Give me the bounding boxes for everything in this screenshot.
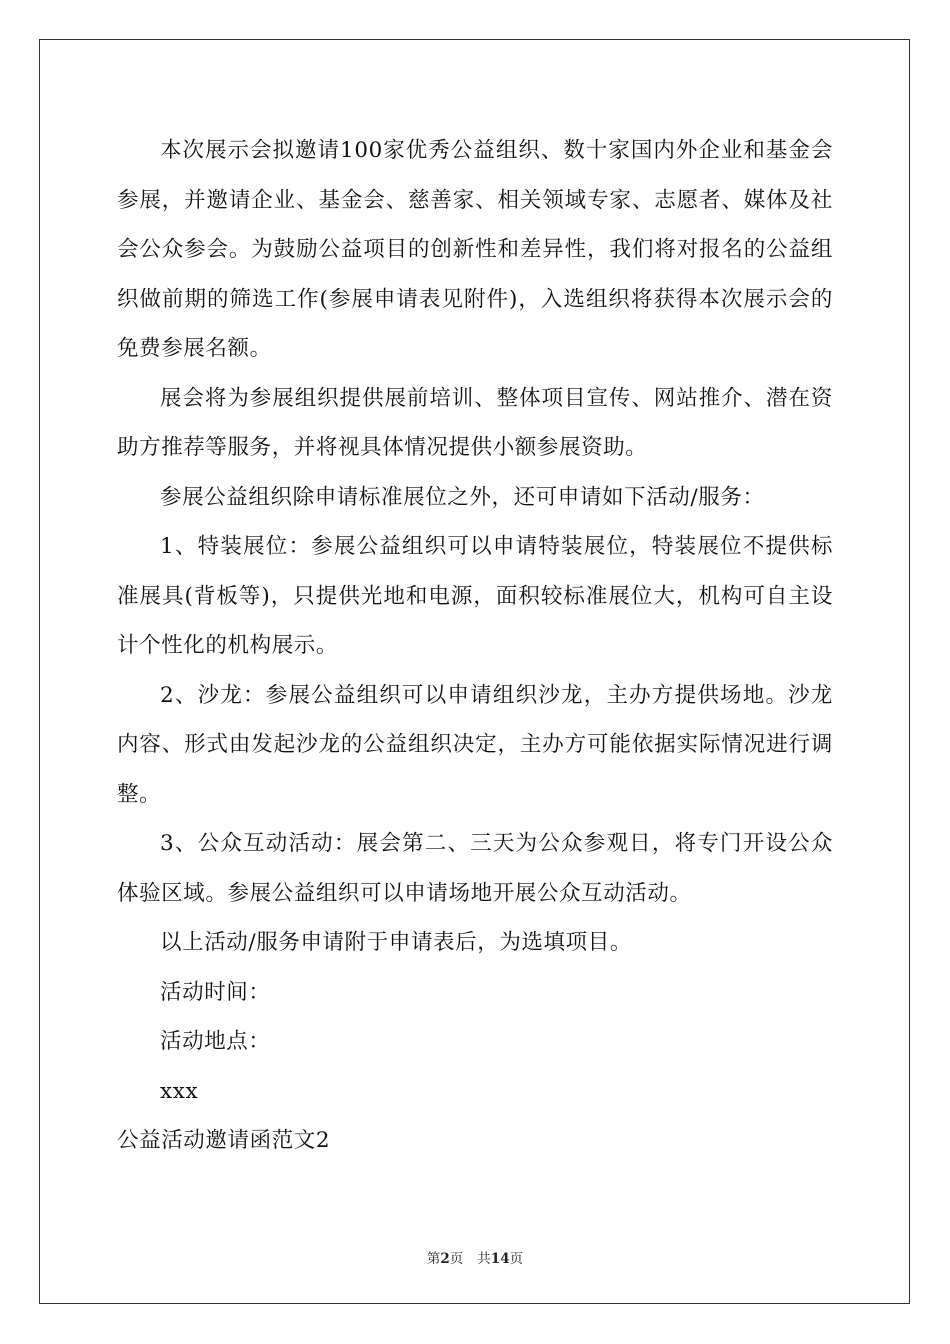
paragraph-item-2: 2、沙龙：参展公益组织可以申请组织沙龙，主办方提供场地。沙龙内容、形式由发起沙龙的公益组织决定，主办方可能依据实际情况进行调整。 (117, 682, 833, 807)
page-prefix: 第 (426, 1251, 441, 1267)
section-heading: 公益活动邀请函范文2 (117, 1128, 331, 1153)
total-pages: 14 (490, 1251, 510, 1267)
total-unit: 页 (509, 1251, 524, 1267)
paragraph-optional-note: 以上活动/服务申请附于申请表后，为选填项目。 (160, 930, 632, 955)
placeholder-text: xxx (160, 1078, 199, 1104)
activity-location-label: 活动地点： (160, 1029, 271, 1054)
activity-time-label: 活动时间： (160, 979, 271, 1005)
paragraph-item-3: 3、公众互动活动：展会第二、三天为公众参观日，将专门开设公众体验区域。参展公益组织可以申请场地开展公众互动活动。 (117, 831, 833, 906)
document-body (117, 126, 833, 1166)
page-unit: 页 (449, 1251, 464, 1267)
page-number: 2 (440, 1251, 450, 1267)
paragraph-item-1: 1、特装展位：参展公益组织可以申请特装展位，特装展位不提供标准展具(背板等)，只提供光地和电源，面积较标准展位大，机构可自主设计个性化的机构展示。 (117, 534, 833, 658)
page-footer (0, 1247, 950, 1267)
paragraph-intro: 本次展示会拟邀请100家优秀公益组织、数十家国内外企业和基金会参展，并邀请企业、基金会、慈善家、相关领域专家、志愿者、媒体及社会公众参会。为鼓励公益项目的创新性和差异性，我们将对报名的公益组织做前期的筛选工作(参展申请表见附件)，入选组织将获得本次展示会的免费参展名额。 (117, 138, 833, 361)
total-prefix: 共 (477, 1251, 491, 1267)
paragraph-services: 展会将为参展组织提供展前培训、整体项目宣传、网站推介、潜在资助方推荐等服务，并将视具体情况提供小额参展资助。 (117, 385, 833, 460)
paragraph-activities-intro: 参展公益组织除申请标准展位之外，还可申请如下活动/服务： (160, 484, 765, 510)
